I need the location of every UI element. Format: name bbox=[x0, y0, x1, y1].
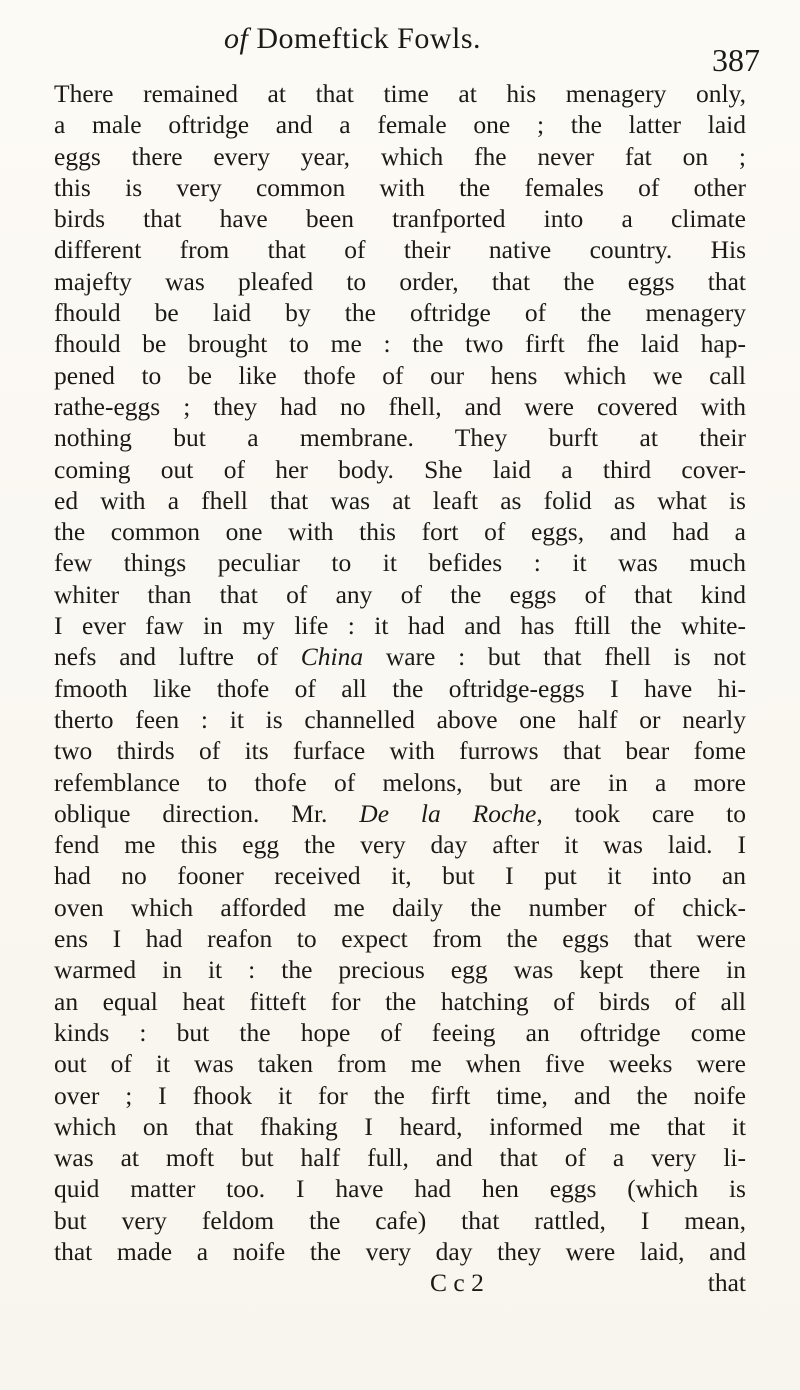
text-line: two thirds of its furface with furrows that bear fome bbox=[54, 736, 746, 766]
text-line: fend me this egg the very day after it was laid. I bbox=[54, 830, 746, 860]
text-line: coming out of her body. She laid a third cover- bbox=[54, 454, 746, 484]
text-line: different from that of their native country. His bbox=[54, 235, 746, 265]
text-line: out of it was taken from me when five weeks were bbox=[54, 1049, 746, 1079]
text-line-roche bbox=[54, 798, 746, 829]
text-line: fmooth like thofe of all the oftridge-eggs I have hi- bbox=[54, 673, 746, 703]
text-line: was at moft but half full, and that of a very li- bbox=[54, 1143, 746, 1173]
italic-china: China bbox=[300, 642, 364, 672]
text-line: birds that have been tranfported into a climate bbox=[54, 204, 746, 234]
text-line: an equal heat fitteft for the hatching of birds of all bbox=[54, 986, 746, 1016]
text-line: which on that fhaking I heard, informed me that it bbox=[54, 1111, 746, 1141]
text-line: few things peculiar to it befides : it was much bbox=[54, 548, 746, 578]
text-line: There remained at that time at his menagery only, bbox=[54, 79, 746, 108]
text-line: kinds : but the hope of feeing an oftridge come bbox=[54, 1017, 746, 1047]
text-line-china bbox=[54, 641, 746, 672]
text-line: had no fooner received it, but I put it into an bbox=[54, 861, 746, 891]
page-number: 387 bbox=[712, 42, 760, 78]
catchword: that bbox=[707, 1268, 746, 1298]
text-line: eggs there every year, which fhe never fat on ; bbox=[54, 141, 746, 171]
text-line: over ; I fhook it for the firft time, and the noife bbox=[54, 1080, 746, 1110]
text-line: ens I had reafon to expect from the eggs that were bbox=[54, 924, 746, 954]
footer-line bbox=[54, 1267, 746, 1298]
text-segment: oblique direction. Mr. bbox=[54, 798, 328, 828]
text-line: oven which afforded me daily the number of chick- bbox=[54, 892, 746, 922]
text-line: fhould be brought to me : the two firft fhe laid hap- bbox=[54, 329, 746, 359]
text-line: refemblance to thofe of melons, but are in a more bbox=[54, 767, 746, 797]
text-line: majefty was pleafed to order, that the eggs that bbox=[54, 266, 746, 296]
running-title bbox=[224, 22, 481, 56]
italic-de-la-roche: De la Roche bbox=[359, 798, 537, 828]
text-line: that made a noife the very day they were laid, and bbox=[54, 1236, 746, 1266]
text-line: rathe-eggs ; they had no fhell, and were covered with bbox=[54, 391, 746, 421]
text-line: pened to be like thofe of our hens which we call bbox=[54, 360, 746, 390]
text-segment: ware : but that fhell is not bbox=[363, 642, 746, 672]
text-line: the common one with this fort of eggs, and had a bbox=[54, 517, 746, 547]
text-line: warmed in it : the precious egg was kept there in bbox=[54, 955, 746, 985]
text-segment: nefs and luftre of bbox=[54, 642, 278, 672]
text-line: therto feen : it is channelled above one half or nearly bbox=[54, 704, 746, 734]
running-head bbox=[0, 14, 800, 78]
text-segment: , took care to bbox=[536, 798, 746, 828]
running-title-text: Domeftick Fowls. bbox=[248, 22, 481, 55]
text-line: this is very common with the females of other bbox=[54, 172, 746, 202]
running-title-italic: of bbox=[224, 22, 249, 55]
signature-mark: C c 2 bbox=[430, 1268, 484, 1298]
text-line: fhould be laid by the oftridge of the menagery bbox=[54, 298, 746, 328]
text-line: whiter than that of any of the eggs of that kind bbox=[54, 579, 746, 609]
text-line: nothing but a membrane. They burft at their bbox=[54, 423, 746, 453]
text-line: ed with a fhell that was at leaft as folid as what is bbox=[54, 485, 746, 515]
text-line: but very feldom the cafe) that rattled, I mean, bbox=[54, 1205, 746, 1235]
text-line: quid matter too. I have had hen eggs (which is bbox=[54, 1174, 746, 1204]
body-text bbox=[54, 78, 746, 1299]
text-line: I ever faw in my life : it had and has ftill the white- bbox=[54, 611, 746, 641]
text-line: a male oftridge and a female one ; the latter laid bbox=[54, 110, 746, 140]
